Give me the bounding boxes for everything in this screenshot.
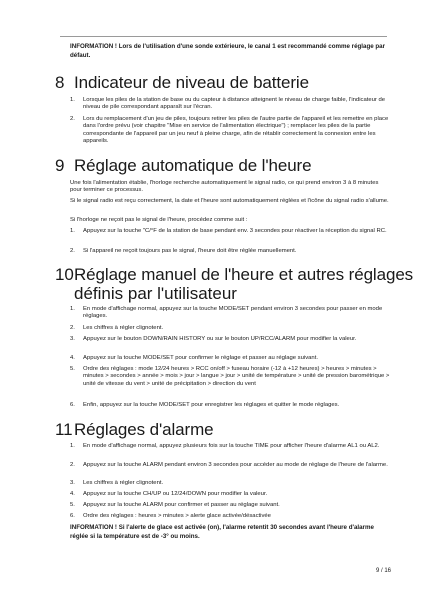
list-text: Appuyez sur la touche MODE/SET pour confirmer le réglage et passer au réglage suivant. xyxy=(83,355,318,361)
list-text: Lorsque les piles de la station de base ou du capteur à distance atteignent le niveau de charge faible, l'indicateur de niveau de pile correspondant apparaît sur l'écran. xyxy=(83,97,386,111)
list-text: Les chiffres à régler clignotent. xyxy=(83,480,164,486)
section-9-heading xyxy=(55,156,311,175)
list-text: Ordre des réglages : mode 12/24 heures > RCC on/off > fuseau horaire (-12 à +12 heures) > heures > minutes > minutes > secondes > année > mois > jour > langue > jour > unité de température > unité de pression barométrique > unité de vitesse du vent > unité de précipitation > direction du vent xyxy=(83,366,390,387)
list-text: Enfin, appuyez sur la touche MODE/SET pour enregistrer les réglages et quitter le mode réglages. xyxy=(83,402,340,408)
list-text: Appuyez sur la touche ALARM pour confirmer et passer au réglage suivant. xyxy=(83,502,280,508)
section-11-heading xyxy=(55,420,214,439)
section-8-title: Indicateur de niveau de batterie xyxy=(74,73,309,92)
page-number: 9 / 16 xyxy=(376,568,392,574)
list-number: 2. xyxy=(70,325,75,331)
list-number: 6. xyxy=(70,402,75,408)
list-number: 2. xyxy=(70,462,75,468)
section-9-title: Réglage automatique de l'heure xyxy=(74,156,312,175)
section-11-number: 11 xyxy=(55,420,73,439)
list-number: 1. xyxy=(70,228,75,234)
list-number: 5. xyxy=(70,366,75,372)
section-10-heading xyxy=(55,265,413,284)
list-text: Les chiffres à régler clignotent. xyxy=(83,325,164,331)
list-number: 4. xyxy=(70,355,75,361)
paragraph: Une fois l'alimentation établie, l'horloge recherche automatiquement le signal radio, ce qui prend environ 3 à 8 minutes pour terminer ce processus. xyxy=(70,180,379,194)
section-11-title: Réglages d'alarme xyxy=(74,420,214,439)
section-10-number: 10 xyxy=(55,265,74,284)
list-number: 1. xyxy=(70,306,75,312)
list-text: Appuyez sur la touche ALARM pendant environ 3 secondes pour accéder au mode de réglage de l'heure de l'alarme. xyxy=(83,462,388,468)
list-number: 3. xyxy=(70,336,75,342)
list-text: Lors du remplacement d'un jeu de piles, toujours retirer les piles de l'autre partie de l'appareil et les remettre en place dans l'ordre prévu (voir chapitre "Mise en service de l'alimentation électrique") ; remplacer les piles de la partie correspondante de l'appareil par un jeu neuf à pleine charge, afin de rétablir correctement la connexion entre les appareils. xyxy=(83,116,389,145)
info-note-top: INFORMATION ! Lors de l'utilisation d'une sonde extérieure, le canal 1 est recommandé comme réglage par défaut. xyxy=(70,43,386,59)
list-text: Si l'appareil ne reçoit toujours pas le signal, l'heure doit être réglée manuellement. xyxy=(83,248,297,254)
list-number: 6. xyxy=(70,513,75,519)
list-text: Appuyez sur la touche CH/UP ou 12/24/DOWN pour modifier la valeur. xyxy=(83,491,268,497)
list-text: Ordre des réglages : heures > minutes > alerte glace activée/désactivée xyxy=(83,513,271,519)
list-number: 4. xyxy=(70,491,75,497)
section-8-heading xyxy=(55,73,309,92)
section-10-title-line1: Réglage manuel de l'heure et autres réglages xyxy=(74,265,414,284)
info-note-alarm: INFORMATION ! Si l'alerte de glace est activée (on), l'alarme retentit 30 secondes avant l'heure d'alarme réglée si la température est de -3° ou moins. xyxy=(70,524,374,540)
list-number: 1. xyxy=(70,443,75,449)
list-number: 1. xyxy=(70,97,75,103)
list-number: 3. xyxy=(70,480,75,486)
section-8-number: 8 xyxy=(55,73,65,92)
list-text: En mode d'affichage normal, appuyez plusieurs fois sur la touche TIME pour afficher l'heure d'alarme AL1 ou AL2. xyxy=(83,443,380,449)
list-text: En mode d'affichage normal, appuyez sur la touche MODE/SET pendant environ 3 secondes pour passer en mode réglages. xyxy=(83,306,383,320)
paragraph: Si le signal radio est reçu correctement, la date et l'heure sont automatiquement réglées et l'icône du signal radio s'allume. xyxy=(70,198,389,204)
list-number: 2. xyxy=(70,116,75,122)
header-rule xyxy=(60,36,387,37)
list-number: 2. xyxy=(70,248,75,254)
section-9-number: 9 xyxy=(55,156,65,175)
list-text: Appuyez sur le bouton DOWN/RAIN HISTORY ou sur le bouton UP/RCC/ALARM pour modifier la valeur. xyxy=(83,336,357,342)
paragraph: Si l'horloge ne reçoit pas le signal de l'heure, procédez comme suit : xyxy=(70,217,248,223)
list-number: 5. xyxy=(70,502,75,508)
section-10-title-line2: définis par l'utilisateur xyxy=(74,284,237,303)
list-text: Appuyez sur la touche "C/°F de la station de base pendant env. 3 secondes pour réactiver la réception du signal RC. xyxy=(83,228,387,234)
